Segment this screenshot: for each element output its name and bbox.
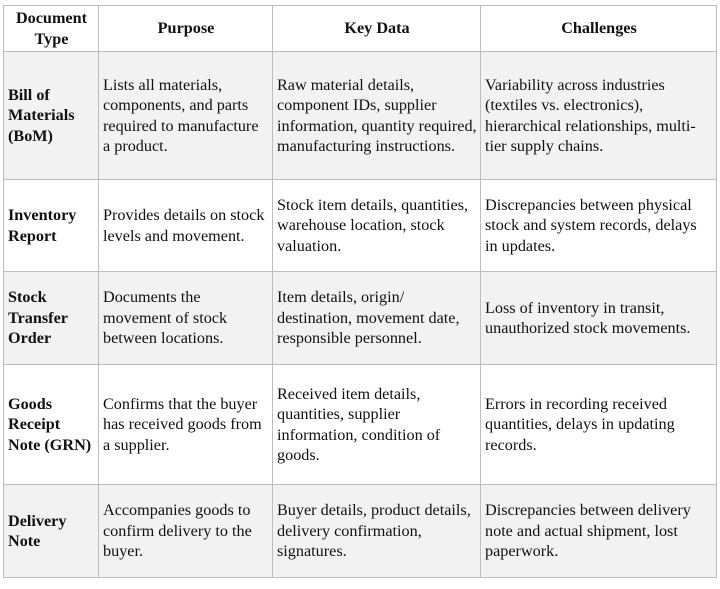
cell-key-data: Buyer details, product details, delivery confirmation, signatures. bbox=[273, 485, 481, 578]
cell-document-type: Delivery Note bbox=[4, 485, 99, 578]
cell-challenges: Errors in recording received quantities, delays in updating records. bbox=[481, 365, 717, 485]
cell-challenges: Variability across industries (textiles vs. electronics), hierarchical relationships, multi-tier supply chains. bbox=[481, 52, 717, 180]
table-row bbox=[4, 365, 717, 485]
header-challenges: Challenges bbox=[481, 6, 717, 52]
cell-key-data: Item details, origin/ destination, movement date, responsible personnel. bbox=[273, 272, 481, 365]
table-row bbox=[4, 272, 717, 365]
table-header-row bbox=[4, 6, 717, 52]
cell-document-type: Goods Receipt Note (GRN) bbox=[4, 365, 99, 485]
table-row bbox=[4, 180, 717, 272]
header-purpose: Purpose bbox=[99, 6, 273, 52]
cell-challenges: Loss of inventory in transit, unauthorized stock movements. bbox=[481, 272, 717, 365]
cell-key-data: Raw material details, component IDs, supplier information, quantity required, manufacturing instructions. bbox=[273, 52, 481, 180]
table-row bbox=[4, 52, 717, 180]
table-row bbox=[4, 485, 717, 578]
cell-purpose: Documents the movement of stock between locations. bbox=[99, 272, 273, 365]
cell-document-type: Bill of Materials (BoM) bbox=[4, 52, 99, 180]
cell-purpose: Provides details on stock levels and movement. bbox=[99, 180, 273, 272]
cell-purpose: Confirms that the buyer has received goods from a supplier. bbox=[99, 365, 273, 485]
header-key-data: Key Data bbox=[273, 6, 481, 52]
cell-challenges: Discrepancies between delivery note and actual shipment, lost paperwork. bbox=[481, 485, 717, 578]
document-types-table bbox=[3, 5, 717, 578]
cell-challenges: Discrepancies between physical stock and system records, delays in updates. bbox=[481, 180, 717, 272]
cell-purpose: Accompanies goods to confirm delivery to the buyer. bbox=[99, 485, 273, 578]
cell-purpose: Lists all materials, components, and parts required to manufacture a product. bbox=[99, 52, 273, 180]
cell-key-data: Received item details, quantities, supplier information, condition of goods. bbox=[273, 365, 481, 485]
cell-document-type: Stock Transfer Order bbox=[4, 272, 99, 365]
cell-document-type: Inventory Report bbox=[4, 180, 99, 272]
header-document-type: Document Type bbox=[4, 6, 99, 52]
document-table-container bbox=[3, 5, 717, 578]
cell-key-data: Stock item details, quantities, warehouse location, stock valuation. bbox=[273, 180, 481, 272]
